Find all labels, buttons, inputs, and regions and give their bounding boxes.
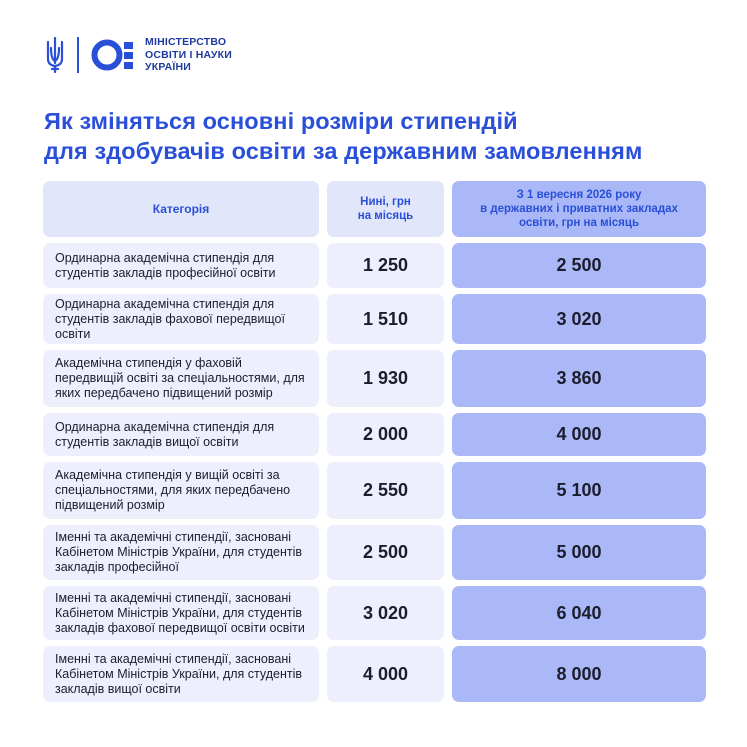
category-cell: Іменні та академічні стипендії, засновані Кабінетом Міністрів України, для студентів закладів професійної bbox=[43, 525, 319, 580]
new-amount-cell: 3 860 bbox=[452, 350, 706, 407]
table-row bbox=[43, 413, 706, 456]
header-divider bbox=[77, 37, 79, 73]
category-cell: Академічна стипендія у вищій освіті за спеціальностями, для яких передбачено підвищений розмір bbox=[43, 462, 319, 519]
current-amount-cell: 2 550 bbox=[327, 462, 444, 519]
column-header-new-line-1: З 1 вересня 2026 року bbox=[516, 189, 642, 201]
category-cell: Ординарна академічна стипендія для студентів закладів професійної освіти bbox=[43, 243, 319, 288]
current-amount-cell: 1 930 bbox=[327, 350, 444, 407]
ministry-name bbox=[145, 36, 232, 74]
table-row bbox=[43, 525, 706, 580]
category-cell: Ординарна академічна стипендія для студентів закладів фахової передвищої освіти bbox=[43, 294, 319, 344]
new-amount-cell: 5 000 bbox=[452, 525, 706, 580]
column-header-category: Категорія bbox=[43, 181, 319, 237]
page-title-line-1: Як зміняться основні розміри стипендій bbox=[44, 108, 518, 134]
current-amount-cell: 2 500 bbox=[327, 525, 444, 580]
scholarship-table bbox=[43, 181, 706, 708]
ministry-line-3: УКРАЇНИ bbox=[145, 61, 192, 74]
current-amount-cell: 1 510 bbox=[327, 294, 444, 344]
new-amount-cell: 6 040 bbox=[452, 586, 706, 640]
column-header-current-line-1: Нині, грн bbox=[360, 196, 411, 208]
column-header-current bbox=[327, 181, 444, 237]
page-title-line-2: для здобувачів освіти за державним замовленням bbox=[44, 138, 643, 164]
new-amount-cell: 2 500 bbox=[452, 243, 706, 288]
table-row bbox=[43, 294, 706, 344]
current-amount-cell: 2 000 bbox=[327, 413, 444, 456]
category-cell: Ординарна академічна стипендія для студентів закладів вищої освіти bbox=[43, 413, 319, 456]
new-amount-cell: 4 000 bbox=[452, 413, 706, 456]
column-header-new bbox=[452, 181, 706, 237]
category-cell: Іменні та академічні стипендії, засновані Кабінетом Міністрів України, для студентів закладів вищої освіти bbox=[43, 646, 319, 702]
page-title bbox=[44, 106, 724, 166]
new-amount-cell: 5 100 bbox=[452, 462, 706, 519]
table-row bbox=[43, 462, 706, 519]
column-header-new-line-2: в державних і приватних закладах bbox=[480, 203, 678, 215]
ministry-header bbox=[44, 34, 232, 76]
mon-logo-icon bbox=[91, 37, 135, 73]
ministry-line-1: МІНІСТЕРСТВО bbox=[145, 36, 227, 49]
category-cell: Іменні та академічні стипендії, засновані Кабінетом Міністрів України, для студентів закладів фахової передвищої освіти освіти bbox=[43, 586, 319, 640]
table-row bbox=[43, 243, 706, 288]
current-amount-cell: 1 250 bbox=[327, 243, 444, 288]
table-row bbox=[43, 350, 706, 407]
new-amount-cell: 8 000 bbox=[452, 646, 706, 702]
table-row bbox=[43, 586, 706, 640]
category-cell: Академічна стипендія у фаховій передвищій освіті за спеціальностями, для яких передбачено підвищений розмір bbox=[43, 350, 319, 407]
trident-icon bbox=[44, 37, 66, 73]
column-header-new-line-3: освіти, грн на місяць bbox=[518, 217, 640, 229]
column-header-current-line-2: на місяць bbox=[357, 210, 414, 222]
current-amount-cell: 4 000 bbox=[327, 646, 444, 702]
table-row bbox=[43, 646, 706, 702]
ministry-line-2: ОСВІТИ І НАУКИ bbox=[145, 48, 233, 61]
table-header-row bbox=[43, 181, 706, 237]
current-amount-cell: 3 020 bbox=[327, 586, 444, 640]
new-amount-cell: 3 020 bbox=[452, 294, 706, 344]
